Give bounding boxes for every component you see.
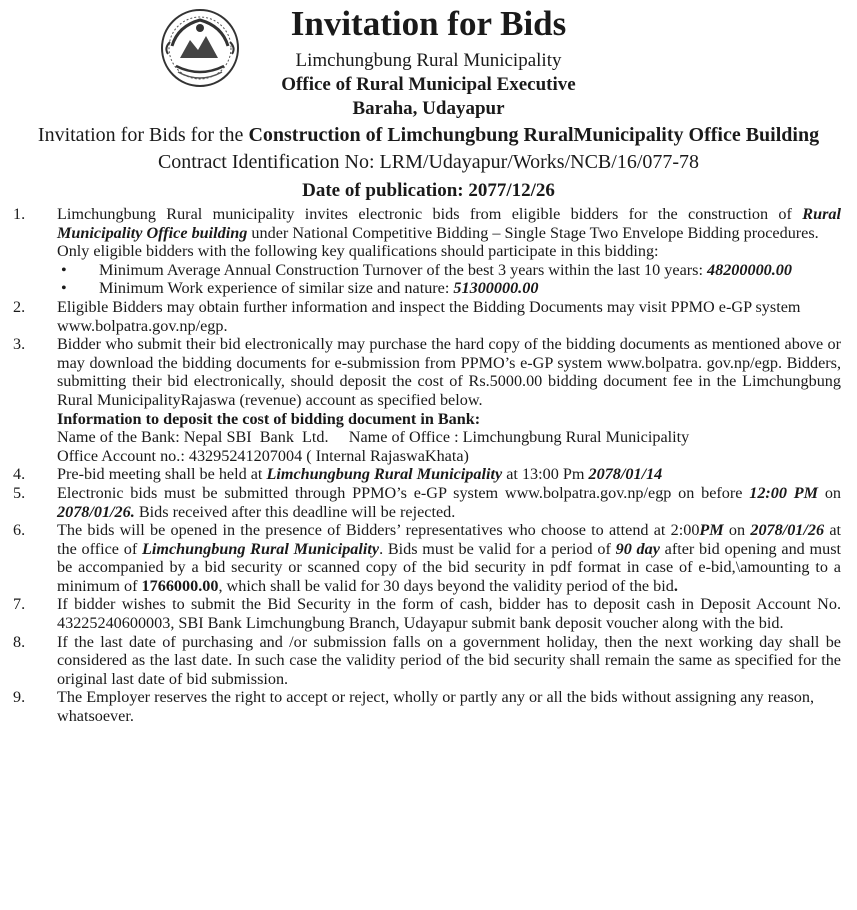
contract-identification: Contract Identification No: LRM/Udayapur/Works/NCB/16/077-78 <box>157 151 700 173</box>
deadline-time: 12:00 PM <box>749 483 819 502</box>
bullet-icon: • <box>61 279 67 298</box>
office-address: Baraha, Udayapur <box>352 98 505 119</box>
item-text: Pre-bid meeting shall be held at <box>57 465 267 484</box>
item-text: on <box>723 521 751 540</box>
item-text: Minimum Work experience of similar size and nature: <box>99 279 454 298</box>
invitation-prefix: Invitation for Bids for the <box>37 124 249 146</box>
bullet-icon: • <box>61 260 67 279</box>
item-text: The Employer reserves the right to accept or reject, wholly or partly any or all the bids without assigning any reason, whatsoever. <box>57 688 814 726</box>
invitation-line <box>0 123 857 147</box>
item-emphasis: Limchungbung Rural Municipality <box>266 465 503 484</box>
item-number: 2. <box>13 297 26 316</box>
item-number: 1. <box>13 205 26 223</box>
item-number: 5. <box>13 483 26 502</box>
notice-item-9 <box>0 688 857 725</box>
notice-title: Invitation for Bids <box>290 4 567 43</box>
item-number: 6. <box>13 521 26 540</box>
notice-item-6 <box>0 521 857 595</box>
office-name: Office of Rural Municipal Executive <box>281 74 576 95</box>
item-text: Bids received after this deadline will be rejected. <box>134 502 456 521</box>
item-text: Minimum Average Annual Construction Turnover of the best 3 years within the last 10 years: <box>99 260 707 279</box>
notice-item-2 <box>0 298 857 335</box>
notice-items <box>0 205 857 726</box>
prebid-date: 2078/01/14 <box>588 465 663 484</box>
item-emphasis: PM <box>699 521 724 540</box>
qualification-intro: Only eligible bidders with the following key qualifications should participate in this bidding: <box>57 242 659 261</box>
item-text: Electronic bids must be submitted through PPMO’s e-GP system www.bolpatra.gov.np/egp on before <box>57 483 750 502</box>
list-item <box>57 279 841 298</box>
item-emphasis: Limchungbung Rural Municipality <box>141 539 380 558</box>
municipality-name: Limchungbung Rural Municipality <box>295 50 562 71</box>
item-number: 9. <box>13 688 26 707</box>
notice-item-3 <box>0 335 857 465</box>
item-text: Eligible Bidders may obtain further information and inspect the Bidding Documents may visit PPMO e-GP system www.bolpatra.gov.np/egp. <box>57 297 801 335</box>
deadline-date: 2078/01/26. <box>57 502 135 521</box>
item-text: The bids will be opened in the presence of Bidders’ representatives who choose to attend at 2:00 <box>57 521 700 540</box>
item-text: under National Competitive Bidding – Single Stage Two Envelope Bidding procedures. <box>247 223 819 242</box>
list-item <box>57 261 841 280</box>
item-number: 7. <box>13 595 26 614</box>
bank-info-line: Name of the Bank: Nepal SBI Bank Ltd. Name of Office : Limchungbung Rural Municipality <box>57 428 690 447</box>
qualification-list <box>57 261 841 298</box>
item-text: . <box>673 576 678 595</box>
item-text: . Bids must be valid for a period of <box>379 539 616 558</box>
validity-period: 90 day <box>615 539 660 558</box>
item-text: If the last date of purchasing and /or submission falls on a government holiday, then the next working day shall be considered as the last date. In such case the validity period of the bid security shall remain the same as specified for the original last date of bid submission. <box>57 632 841 688</box>
notice-item-7 <box>0 595 857 632</box>
bank-info-heading: Information to deposit the cost of bidding document in Bank: <box>57 409 481 428</box>
item-text: , which shall be valid for 30 days beyond the validity period of the bid <box>218 576 674 595</box>
item-text: at 13:00 Pm <box>502 465 589 484</box>
project-name: Construction of Limchungbung RuralMunicipality Office Building <box>248 124 820 146</box>
item-text: Limchungbung Rural municipality invites electronic bids from eligible bidders for the construction of <box>57 205 803 223</box>
item-number: 4. <box>13 465 26 484</box>
notice-item-1 <box>0 205 857 298</box>
turnover-value: 48200000.00 <box>707 260 792 279</box>
publication-date: Date of publication: 2077/12/26 <box>302 180 555 201</box>
item-text: If bidder wishes to submit the Bid Security in the form of cash, bidder has to deposit cash in Deposit Account No. 43225240600003, SBI Bank Limchungbung Branch, Udayapur submit bank deposit voucher along with the bid. <box>57 595 841 633</box>
item-number: 8. <box>13 632 26 651</box>
notice-item-8 <box>0 633 857 689</box>
bid-security-amount: 1766000.00 <box>141 576 219 595</box>
item-text: after bid opening and must be accompanied by a bid security or scanned copy of the bid security in pdf format in case of e-bid,\amounting to a minimum of <box>57 539 841 595</box>
opening-date: 2078/01/26 <box>750 521 825 540</box>
experience-value: 51300000.00 <box>453 279 539 298</box>
notice-item-4 <box>0 465 857 484</box>
item-number: 3. <box>13 335 26 354</box>
item-emphasis: Rural Municipality Office building <box>57 205 841 242</box>
item-text: Bidder who submit their bid electronically may purchase the hard copy of the bidding documents as mentioned above or may download the bidding documents for e-submission from PPMO’s e-GP system www.bolpatra. gov.np/egp. Bidders, submitting their bid electronically, should deposit the cost of Rs.5000.00 bidding document fee in the Limchungbung Rural MunicipalityRajaswa (revenue) account as specified below. <box>57 335 841 409</box>
item-text: at the office of <box>57 521 841 558</box>
notice-item-5 <box>0 484 857 521</box>
bank-account-line: Office Account no.: 43295241207004 ( Internal RajaswaKhata) <box>57 446 469 465</box>
item-text: on <box>818 483 842 502</box>
